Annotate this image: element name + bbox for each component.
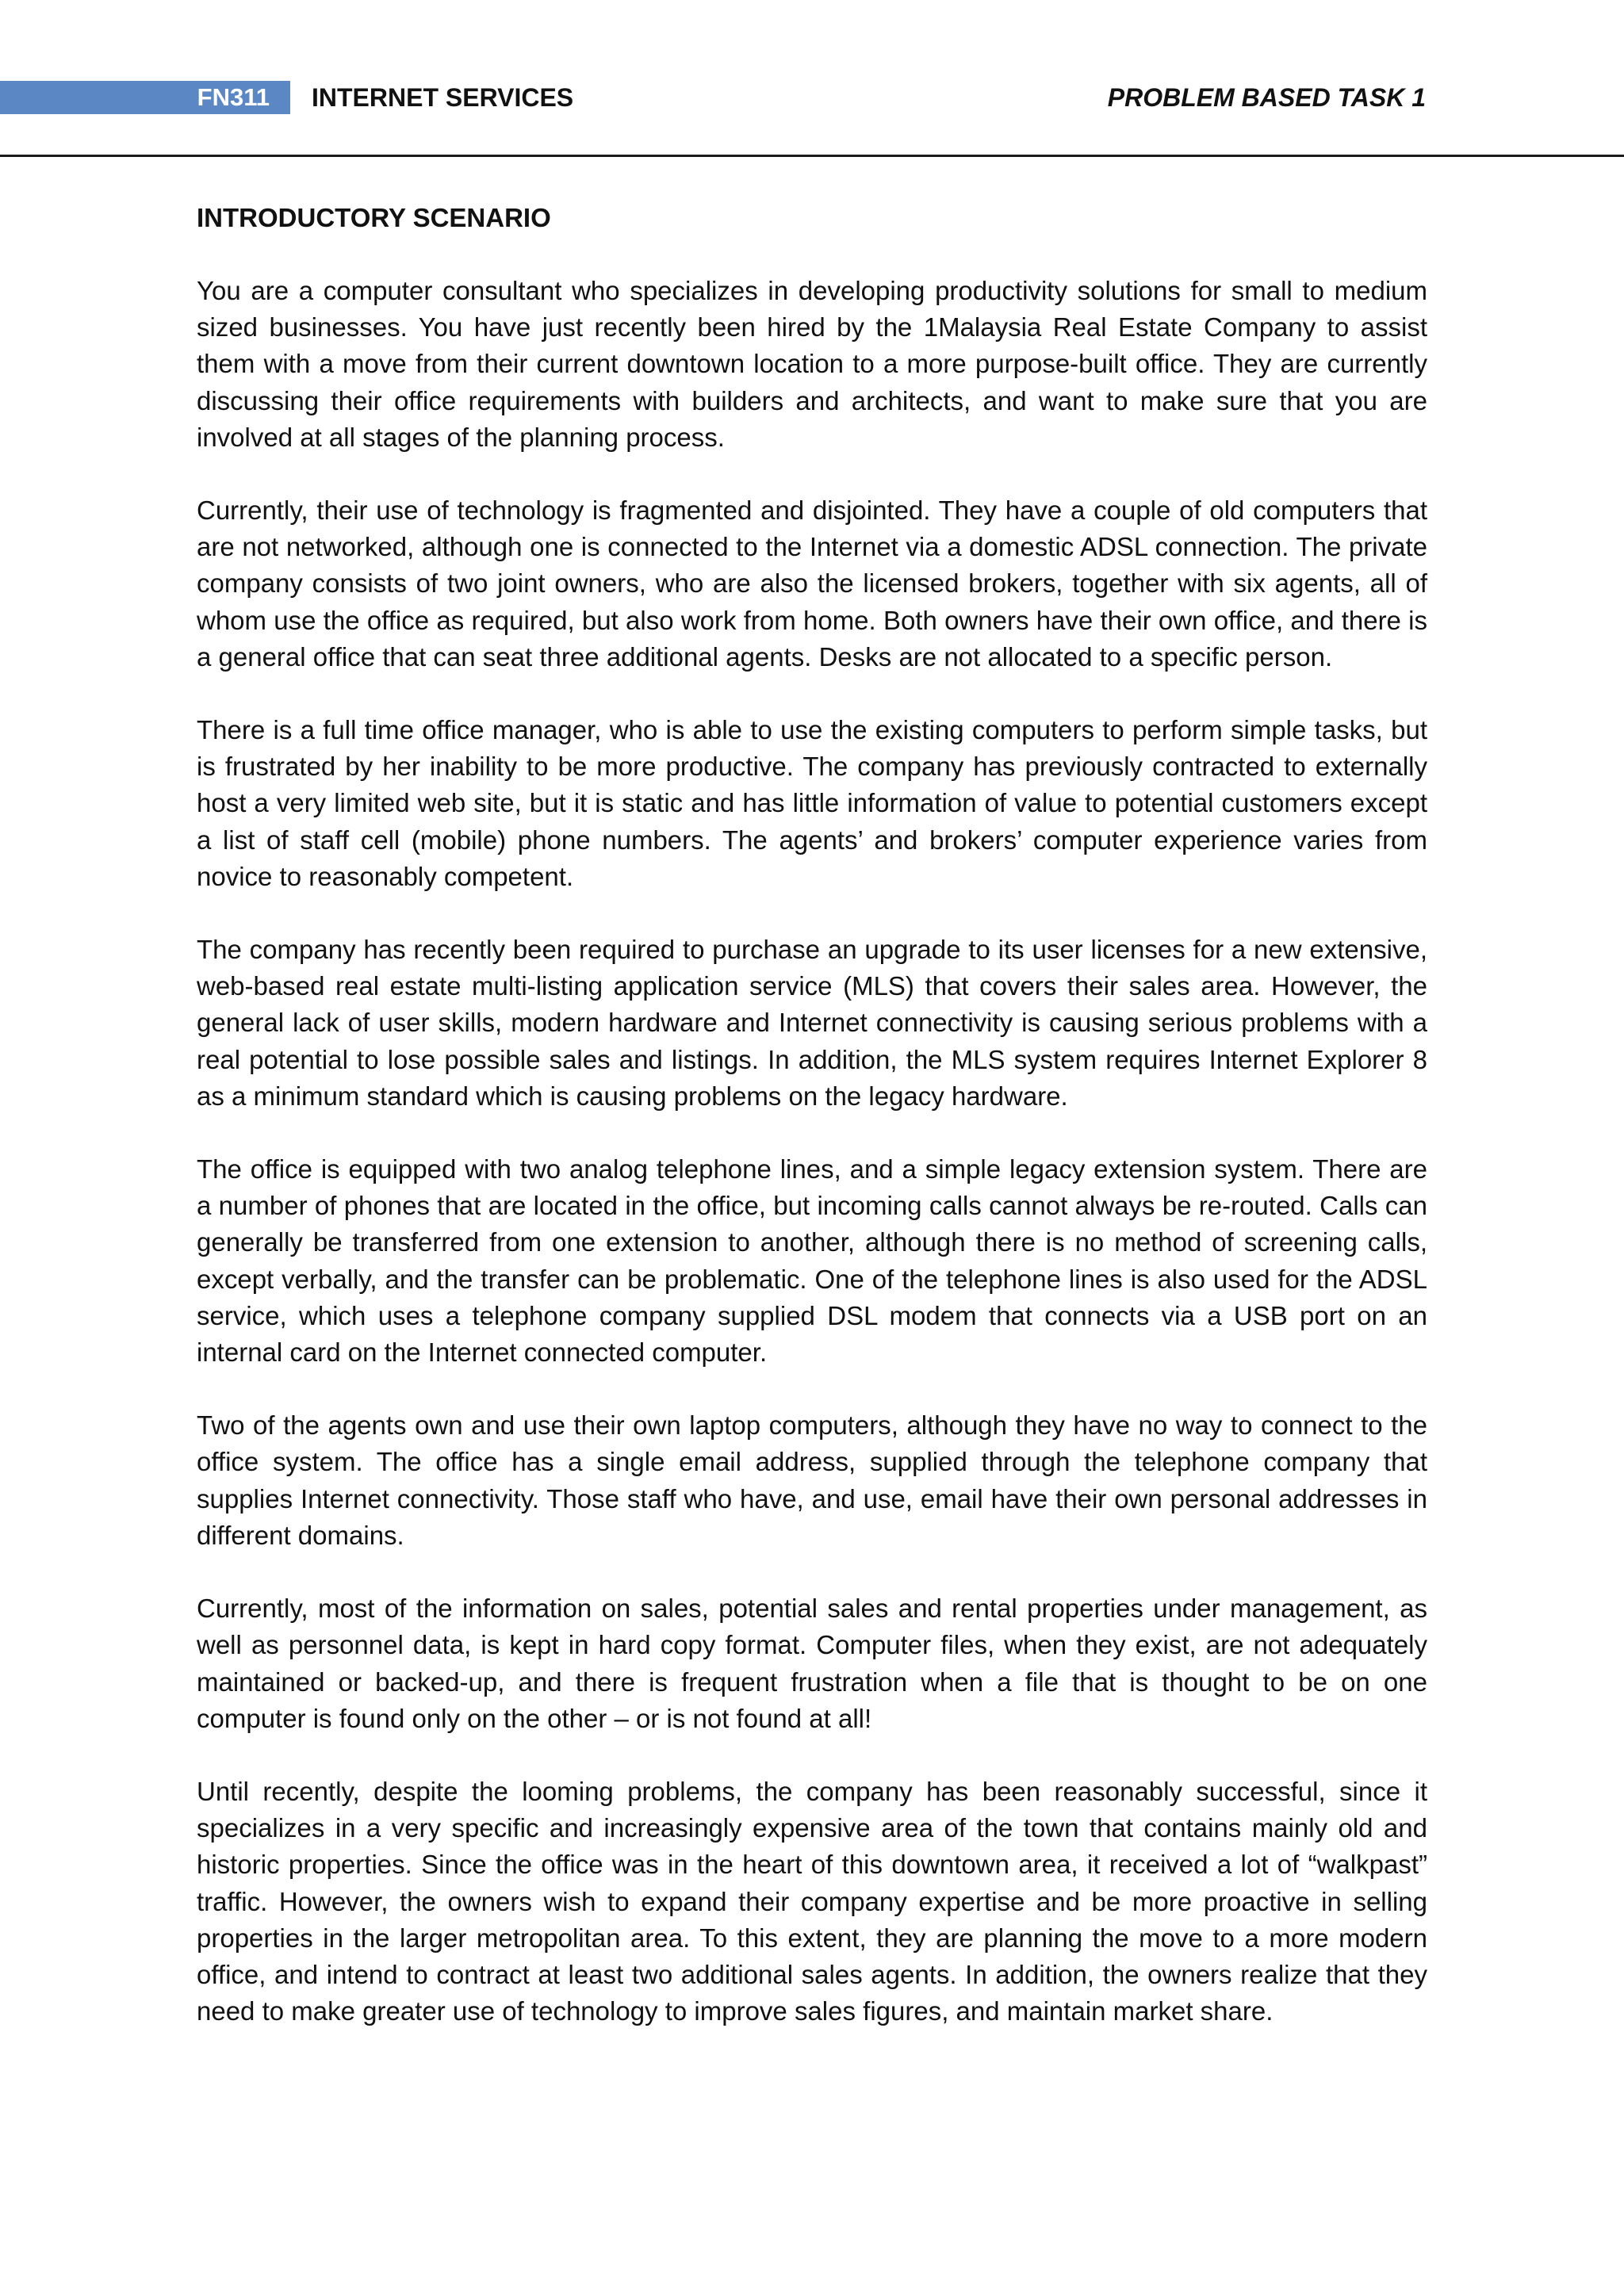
section-title: INTRODUCTORY SCENARIO (197, 203, 551, 232)
course-code-tab (0, 81, 290, 114)
paragraph: You are a computer consultant who specializes in developing productivity solutions for small to medium sized businesses. You have just recently been hired by the 1Malaysia Real Estate Company to assist them with a move from their current downtown location to a more purpose-built office. They are currently discussing their office requirements with builders and architects, and want to make sure that you are involved at all stages of the planning process. (197, 276, 1427, 452)
page-header (0, 0, 1624, 159)
paragraph: Two of the agents own and use their own laptop computers, although they have no way to connect to the office system. The office has a single email address, supplied through the telephone company that supplies Internet connectivity. Those staff who have, and use, email have their own personal addresses in different domains. (197, 1410, 1427, 1550)
header-divider (0, 155, 1624, 157)
task-name: PROBLEM BASED TASK 1 (1107, 83, 1426, 112)
paragraph: Currently, most of the information on sales, potential sales and rental properties under management, as well as personnel data, is kept in hard copy format. Computer files, when they exist, are not adequately maintained or backed-up, and there is frequent frustration when a file that is thought to be on one computer is found only on the other – or is not found at all! (197, 1594, 1427, 1733)
course-code: FN311 (197, 83, 270, 111)
paragraph: Currently, their use of technology is fragmented and disjointed. They have a couple of old computers that are not networked, although one is connected to the Internet via a domestic ADSL connection. The private company consists of two joint owners, who are also the licensed brokers, together with six agents, all of whom use the office as required, but also work from home. Both owners have their own office, and there is a general office that can seat three additional agents. Desks are not allocated to a specific person. (197, 496, 1427, 672)
paragraph: Until recently, despite the looming problems, the company has been reasonably successful, since it specializes in a very specific and increasingly expensive area of the town that contains mainly old and historic properties. Since the office was in the heart of this downtown area, it received a lot of “walkpast” traffic. However, the owners wish to expand their company expertise and be more proactive in selling properties in the larger metropolitan area. To this extent, they are planning the move to a more modern office, and intend to contract at least two additional sales agents. In addition, the owners realize that they need to make greater use of technology to improve sales figures, and maintain market share. (197, 1776, 1427, 2026)
paragraph: The company has recently been required to purchase an upgrade to its user licenses for a new extensive, web-based real estate multi-listing application service (MLS) that covers their sales area. However, the general lack of user skills, modern hardware and Internet connectivity is causing serious problems with a real potential to lose possible sales and listings. In addition, the MLS system requires Internet Explorer 8 as a minimum standard which is causing problems on the legacy hardware. (197, 935, 1427, 1111)
course-name: INTERNET SERVICES (312, 83, 574, 112)
document-body (197, 200, 1427, 2030)
paragraph: The office is equipped with two analog telephone lines, and a simple legacy extension system. There are a number of phones that are located in the office, but incoming calls cannot always be re-routed. Calls can generally be transferred from one extension to another, although there is no method of screening calls, except verbally, and the transfer can be problematic. One of the telephone lines is also used for the ADSL service, which uses a telephone company supplied DSL modem that connects via a USB port on an internal card on the Internet connected computer. (197, 1154, 1427, 1368)
paragraph: There is a full time office manager, who is able to use the existing computers to perform simple tasks, but is frustrated by her inability to be more productive. The company has previously contracted to externally host a very limited web site, but it is static and has little information of value to potential customers except a list of staff cell (mobile) phone numbers. The agents’ and brokers’ computer experience varies from novice to reasonably competent. (197, 715, 1427, 891)
